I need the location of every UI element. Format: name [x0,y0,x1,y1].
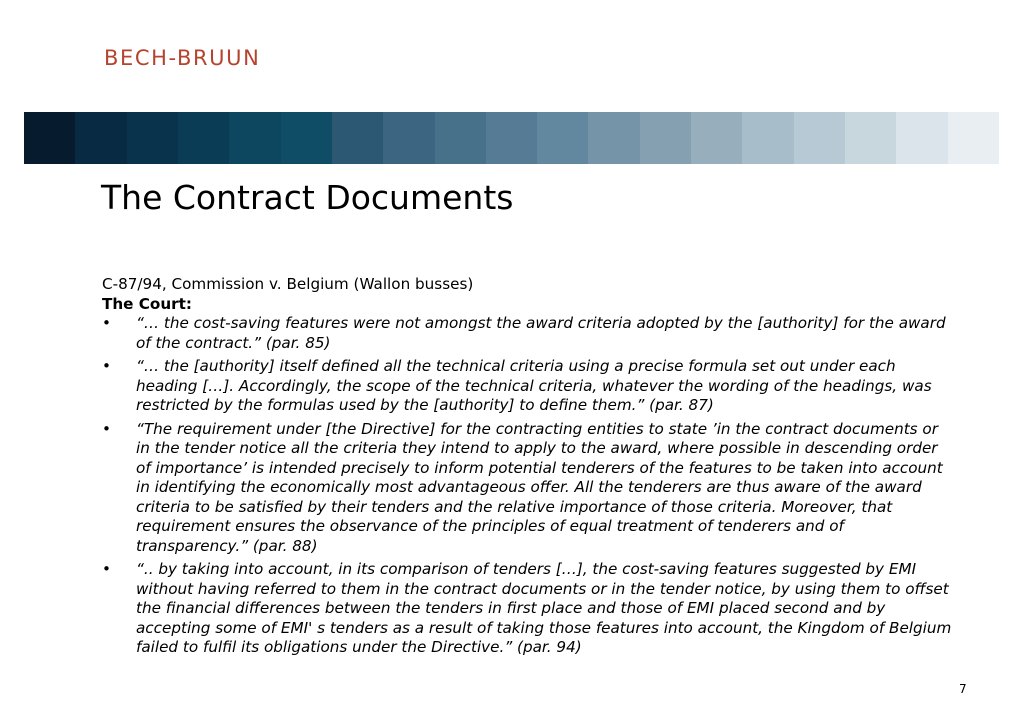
band-segment-3 [127,112,178,164]
gradient-color-band [24,112,999,164]
bullet-icon: • [102,357,111,375]
band-segment-5 [229,112,280,164]
quote-text: “The requirement under [the Directive] for the contracting entities to state ’in the contract documents or in the tender notice all the criteria they intend to apply to the award, where possible in descending order of importance’ is intended precisely to inform potential tenderers of the features to be taken into account in identifying the economically most advantageous offer. All the tenderers are thus aware of the award criteria to be satisfied by their tenders and the relative importance of those criteria. Moreover, that requirement ensures the observance of the principles of equal treatment of tenderers and of transparency.” (par. 88) [136,419,943,555]
band-segment-12 [588,112,639,164]
band-segment-10 [486,112,537,164]
band-segment-1 [24,112,75,164]
band-segment-8 [383,112,434,164]
quote-item [102,420,952,557]
bullet-icon: • [102,560,111,578]
quote-text: “.. by taking into account, in its comparison of tenders […], the cost-saving features suggested by EMI without having referred to them in the contract documents or in the tender notice, by using them to offset the financial differences between the tenders in first place and those of EMI placed second and by accepting some of EMI' s tenders as a result of taking those features into account, the Kingdom of Belgium failed to fulfil its obligations under the Directive.” (par. 94) [136,560,952,656]
band-segment-19 [948,112,999,164]
band-segment-15 [742,112,793,164]
slide-title: The Contract Documents [101,178,514,217]
band-segment-11 [537,112,588,164]
band-segment-9 [435,112,486,164]
band-segment-17 [845,112,896,164]
quote-item [102,560,952,658]
band-segment-13 [640,112,691,164]
quote-list [102,314,952,658]
band-segment-7 [332,112,383,164]
band-segment-2 [75,112,126,164]
quote-text: “… the cost-saving features were not amongst the award criteria adopted by the [authority] for the award of the contract.” (par. 85) [136,314,946,352]
quote-item [102,357,952,416]
band-segment-16 [794,112,845,164]
band-segment-4 [178,112,229,164]
bullet-icon: • [102,419,111,438]
company-logo: BECH-BRUUN [104,46,261,70]
page-number: 7 [959,682,967,696]
court-label: The Court: [102,294,192,313]
bullet-icon: • [102,314,111,332]
slide-body [102,275,952,662]
band-segment-14 [691,112,742,164]
quote-text: “… the [authority] itself defined all the technical criteria using a precise formula set out under each heading […]. Accordingly, the scope of the technical criteria, whatever the wording of the headings, was restricted by the formulas used by the [authority] to define them.” (par. 87) [136,357,932,414]
band-segment-18 [896,112,947,164]
case-reference: C-87/94, Commission v. Belgium (Wallon busses) [102,275,474,293]
band-segment-6 [281,112,332,164]
quote-item [102,314,952,353]
